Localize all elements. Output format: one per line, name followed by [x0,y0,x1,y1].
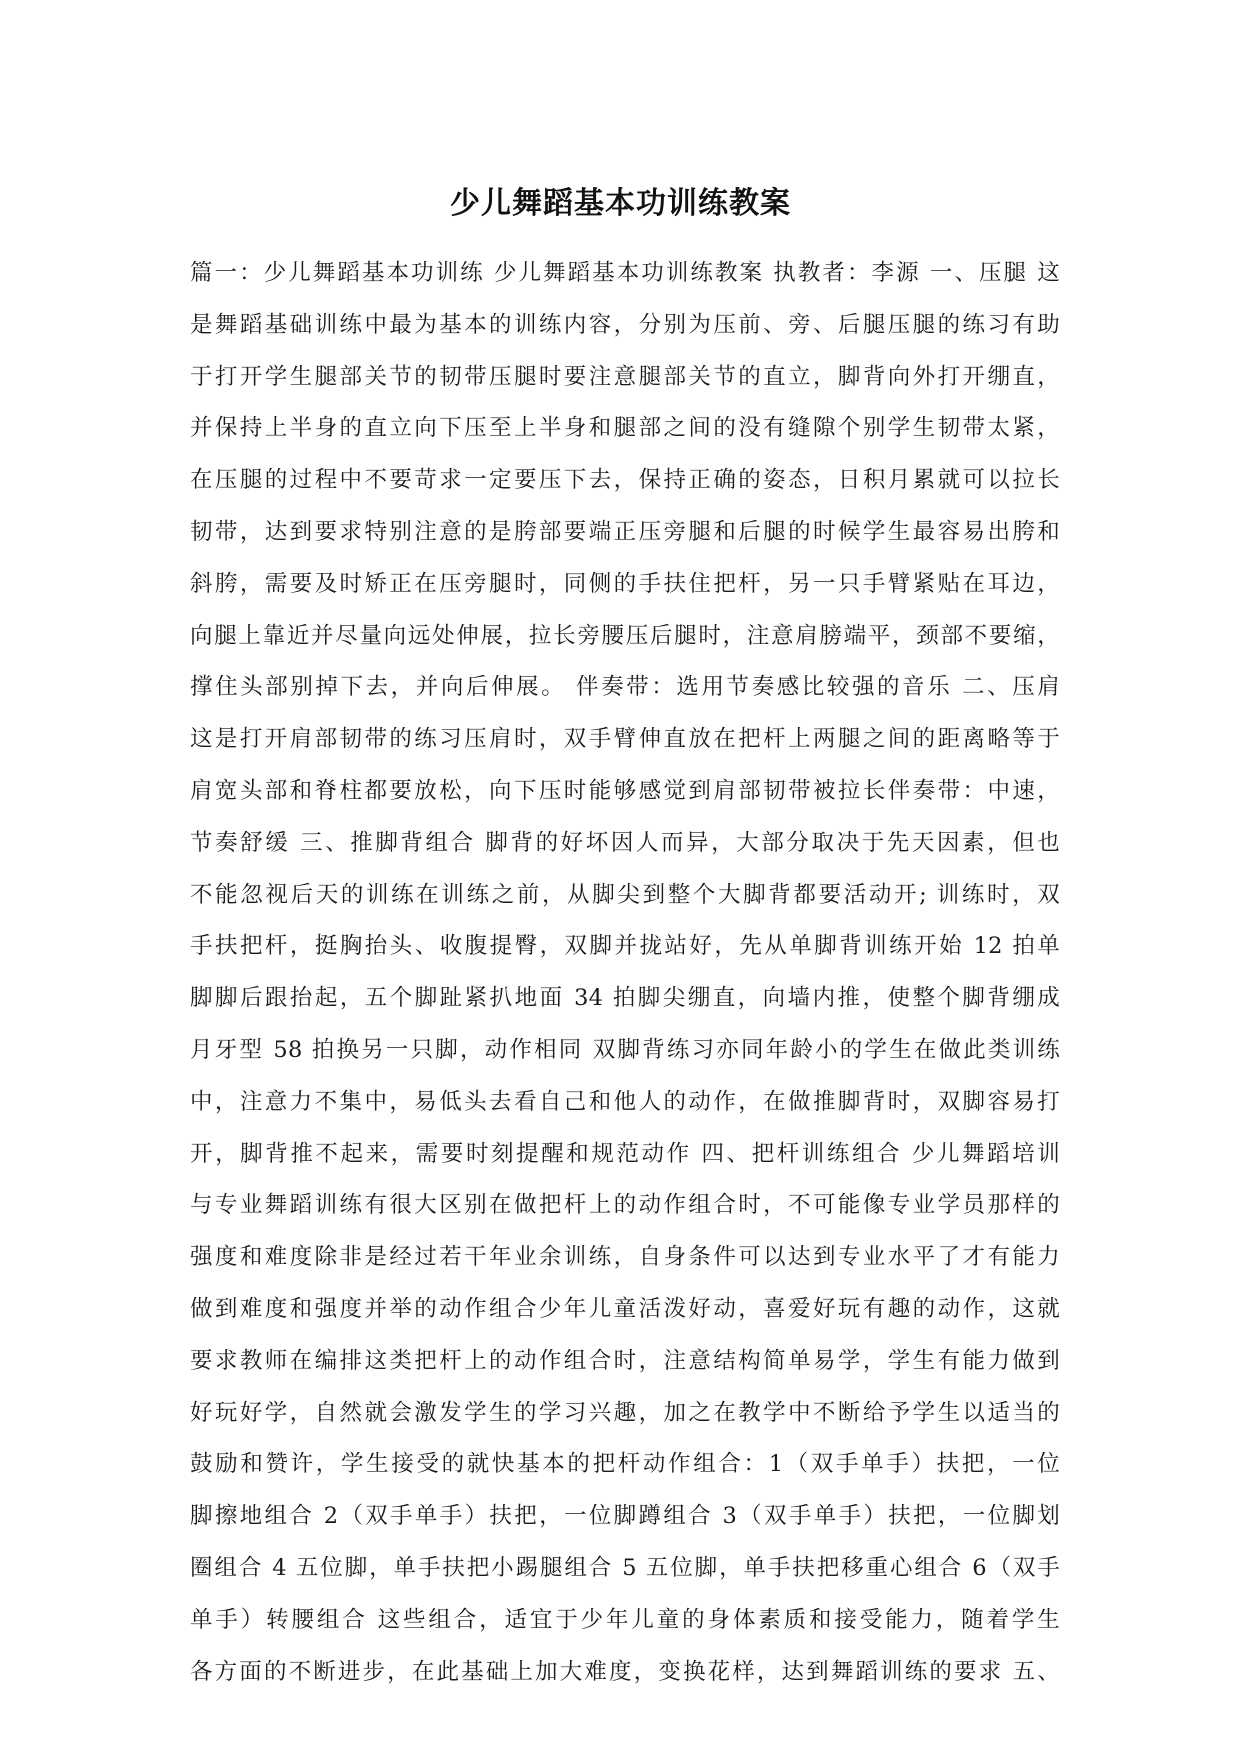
body-text-line: 中，注意力不集中，易低头去看自己和他人的动作，在做推脚背时，双脚容易打 [190,1088,1060,1115]
body-text-line: 是舞蹈基础训练中最为基本的训练内容，分别为压前、旁、后腿压腿的练习有助 [190,311,1060,338]
body-text-line: 各方面的不断进步，在此基础上加大难度，变换花样，达到舞蹈训练的要求 五、 [190,1658,1060,1685]
body-text-line: 好玩好学，自然就会激发学生的学习兴趣，加之在教学中不断给予学生以适当的 [190,1399,1060,1426]
body-text-line: 强度和难度除非是经过若干年业余训练，自身条件可以达到专业水平了才有能力 [190,1244,1060,1271]
body-text-line: 单手）转腰组合 这些组合，适宜于少年儿童的身体素质和接受能力，随着学生 [190,1606,1060,1633]
body-text-line: 鼓励和赞许，学生接受的就快基本的把杆动作组合：1（双手单手）扶把，一位 [190,1451,1060,1478]
body-text-line: 手扶把杆，挺胸抬头、收腹提臀，双脚并拢站好，先从单脚背训练开始 12 拍单 [190,933,1060,960]
document-body [190,248,1060,1698]
body-text-line: 要求教师在编排这类把杆上的动作组合时，注意结构简单易学，学生有能力做到 [190,1347,1060,1374]
body-text-line: 在压腿的过程中不要苛求一定要压下去，保持正确的姿态，日积月累就可以拉长 [190,467,1060,494]
document-title: 少儿舞蹈基本功训练教案 [450,186,791,221]
body-text-line: 脚擦地组合 2（双手单手）扶把，一位脚蹲组合 3（双手单手）扶把，一位脚划 [190,1503,1060,1530]
body-text-line: 这是打开肩部韧带的练习压肩时，双手臂伸直放在把杆上两腿之间的距离略等于 [190,726,1060,753]
body-text-line: 节奏舒缓 三、推脚背组合 脚背的好坏因人而异，大部分取决于先天因素，但也 [190,829,1060,856]
body-text-line: 肩宽头部和脊柱都要放松，向下压时能够感觉到肩部韧带被拉长伴奏带：中速， [190,777,1060,804]
body-text-line: 韧带，达到要求特别注意的是胯部要端正压旁腿和后腿的时候学生最容易出胯和 [190,518,1060,545]
body-text-line: 月牙型 58 拍换另一只脚，动作相同 双脚背练习亦同年龄小的学生在做此类训练 [190,1036,1060,1063]
body-text-line: 与专业舞蹈训练有很大区别在做把杆上的动作组合时，不可能像专业学员那样的 [190,1192,1060,1219]
body-text-line: 圈组合 4 五位脚，单手扶把小踢腿组合 5 五位脚，单手扶把移重心组合 6（双手 [190,1554,1060,1581]
body-text-line: 并保持上半身的直立向下压至上半身和腿部之间的没有缝隙个别学生韧带太紧， [190,415,1060,442]
body-text-line: 斜胯，需要及时矫正在压旁腿时，同侧的手扶住把杆，另一只手臂紧贴在耳边， [190,570,1060,597]
body-text-line: 开，脚背推不起来，需要时刻提醒和规范动作 四、把杆训练组合 少儿舞蹈培训 [190,1140,1060,1167]
body-text-line: 不能忽视后天的训练在训练之前，从脚尖到整个大脚背都要活动开; 训练时，双 [190,881,1060,908]
body-text-line: 篇一：少儿舞蹈基本功训练 少儿舞蹈基本功训练教案 执教者：李源 一、压腿 这 [190,260,1060,286]
body-text-line: 于打开学生腿部关节的韧带压腿时要注意腿部关节的直立，脚背向外打开绷直， [190,363,1060,390]
body-text-line: 向腿上靠近并尽量向远处伸展，拉长旁腰压后腿时，注意肩膀端平，颈部不要缩， [190,622,1060,649]
body-text-line: 脚脚后跟抬起，五个脚趾紧扒地面 34 拍脚尖绷直，向墙内推，使整个脚背绷成 [190,985,1060,1012]
body-text-line: 做到难度和强度并举的动作组合少年儿童活泼好动，喜爱好玩有趣的动作，这就 [190,1295,1060,1322]
body-text-line: 撑住头部别掉下去，并向后伸展。 伴奏带：选用节奏感比较强的音乐 二、压肩 [190,674,1060,701]
